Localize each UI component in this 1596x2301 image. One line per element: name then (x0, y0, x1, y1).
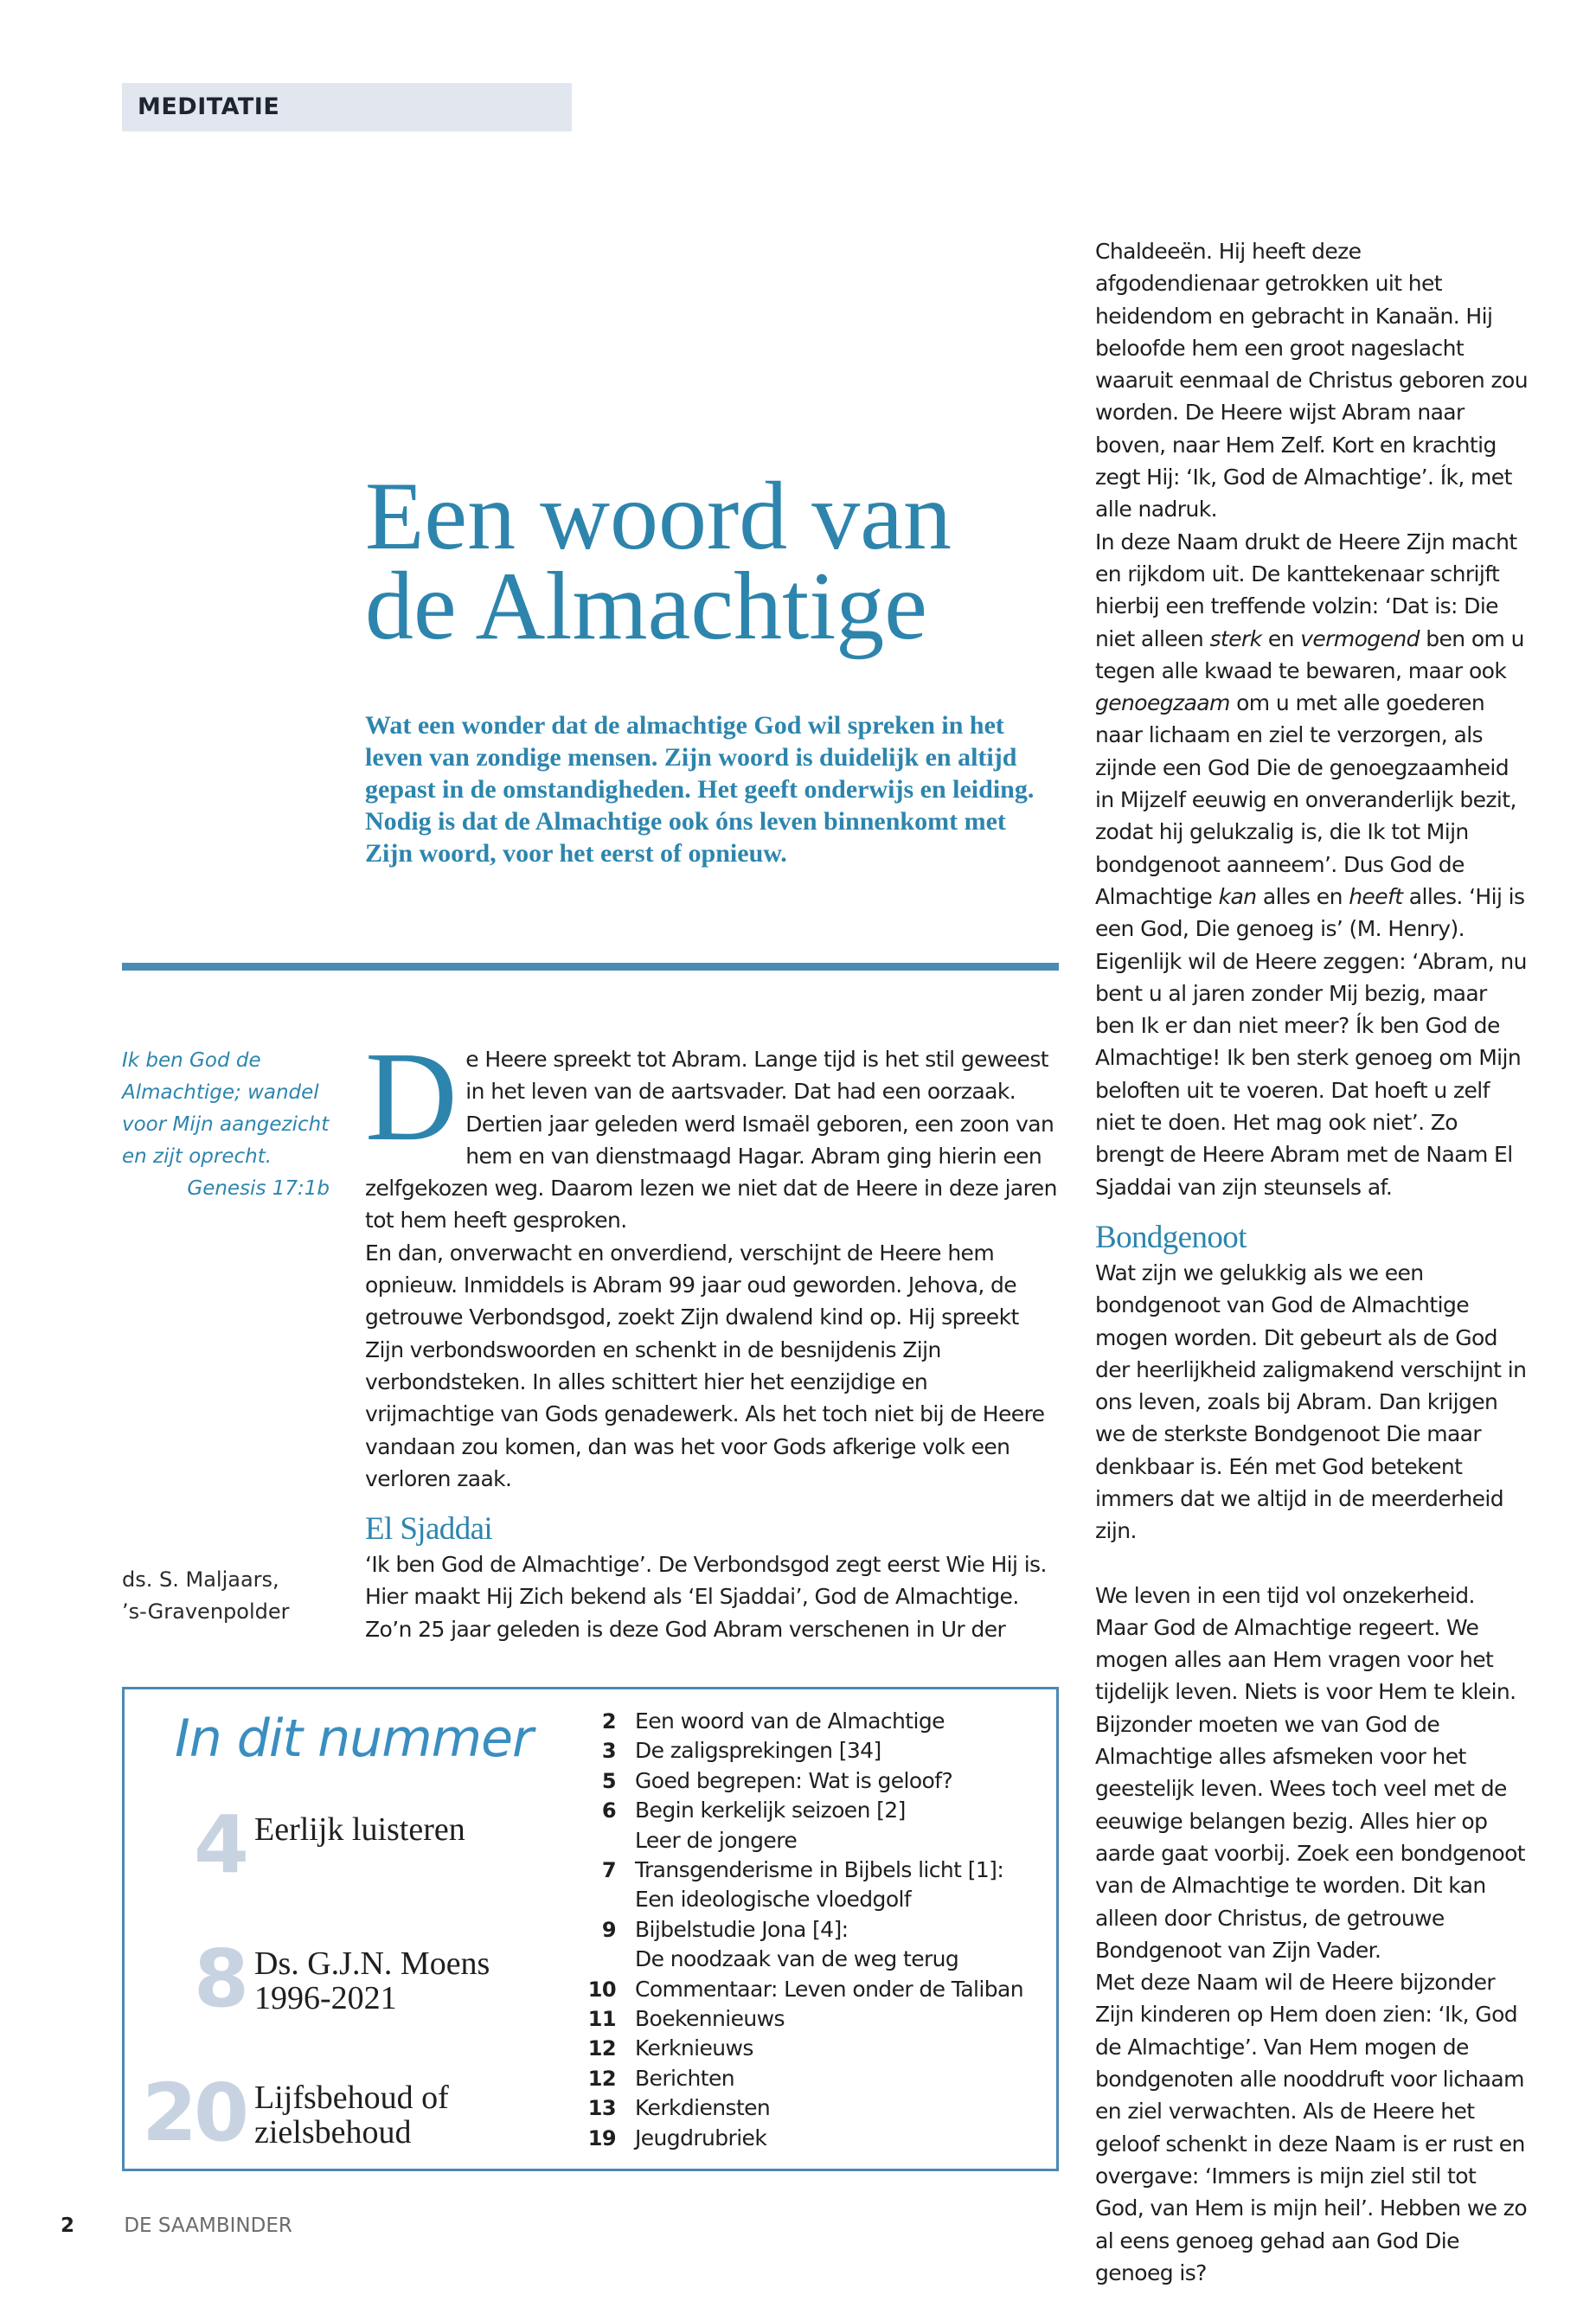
toc-page-number: 11 (587, 2007, 616, 2032)
paragraph: We leven in een tijd vol onzekerheid. Maar God de Almachtige regeert. We mogen alles aan Hem vragen voor het tijdelijk leven. Niets is voor Hem te klein. Bijzonder moeten we van God de Almachtige alles afsmeken voor het geestelijk leven. Wees toch veel met de eeuwige belangen bezig. Alles hier op aarde gaat voorbij. Zoek een bondgenoot van de Almachtige te worden. Dit kan alleen door Christus, de getrouwe Bondgenoot van Zijn Vader. (1095, 1582, 1525, 1963)
paragraph-text: e Heere spreekt tot Abram. Lange tijd is het stil geweest in het leven van de aartsvader. Dat had een oorzaak. Dertien jaar geleden werd Ismaël geboren, een zoon van hem en van dienstmaagd Hagar. Abram ging hierin een zelfgekozen weg. Daarom lezen we niet dat de Heere in deze jaren tot hem heeft gesproken. (365, 1047, 1057, 1234)
toc-title: De zaligsprekingen [34] (635, 1738, 881, 1764)
toc-item[interactable] (574, 2004, 1042, 2034)
toc-title: Jeugdrubriek (635, 2125, 767, 2150)
text-run: alles. ‘Hij is een God, Die genoeg is’ (M. Henry). (1095, 883, 1525, 942)
toc-title: Kerkdiensten (635, 2095, 771, 2121)
author-place: ’s-Gravenpolder (122, 1599, 290, 1624)
toc-item[interactable] (574, 1945, 1042, 1974)
toc-item[interactable] (574, 2124, 1042, 2153)
emphasis: heeft (1349, 883, 1403, 909)
toc-page-number: 19 (587, 2125, 616, 2150)
article-intro: Wat een wonder dat de almachtige God wil spreken in het leven van zondige mensen. Zijn woord is duidelijk en altijd gepast in de omstandigheden. Het geeft onderwijs en leiding. Nodig is dat de Almachtige ook óns leven binnenkomt met Zijn woord, voor het eerst of opnieuw. (365, 711, 1035, 868)
toc-title: Begin kerkelijk seizoen [2] (635, 1798, 906, 1823)
text-run: In deze Naam drukt de Heere Zijn macht en rijkdom uit. De kanttekenaar schrijft hierbij een treffende volzin: ‘Dat is: Die niet alleen (1095, 529, 1517, 651)
title-line-2: de Almachtige (365, 553, 928, 660)
toc-item[interactable] (574, 1766, 1042, 1796)
toc-title: Boekennieuws (635, 2006, 785, 2032)
toc-title: Kerknieuws (635, 2035, 753, 2061)
toc-title: Goed begrepen: Wat is geloof? (635, 1767, 953, 1793)
paragraph: Wat zijn we gelukkig als we een bondgenoot van God de Almachtige mogen worden. Dit gebeurt als de God der heerlijkheid zaligmakend verschijnt in ons leven, zoals bij Abram. Dan krijgen we de sterkste Bondgenoot Die maar denkbaar is. Eén met God betekent immers dat we altijd in de meerderheid zijn. (1095, 1259, 1527, 1544)
paragraph-spacer (1095, 1548, 1528, 1580)
featured-page-number: 20 (141, 2067, 246, 2159)
divider (122, 963, 1059, 971)
title-line-1: Een woord van (365, 463, 952, 570)
featured-title: Lijfsbehoud of zielsbehoud (254, 2080, 449, 2150)
article-title (365, 463, 1074, 660)
emphasis: vermogend (1300, 625, 1420, 651)
drop-cap: D (365, 1026, 458, 1168)
toc-title: Leer de jongere (635, 1827, 798, 1853)
toc-item[interactable] (574, 1796, 1042, 1825)
table-of-contents (122, 1687, 1059, 2171)
emphasis: genoegzaam (1095, 690, 1230, 716)
toc-heading: In dit nummer (175, 1708, 533, 1769)
text-run: om u met alle goederen naar lichaam en ziel te verzorgen, als zijnde een God Die de genoegzaamheid in Mijzelf eeuwig en onveranderlijk bezit, zodat hij gelukzalig is, die Ik tot Mijn bondgenoot aanneem’. Dus God de Almachtige (1095, 690, 1516, 909)
quote-reference: Genesis 17:1b (187, 1177, 330, 1200)
author-name: ds. S. Maljaars, (122, 1567, 279, 1592)
featured-item[interactable] (125, 2067, 609, 2165)
quote-text: Ik ben God de Almachtige; wandel voor Mijn aangezicht en zijt oprecht. (122, 1049, 330, 1168)
toc-title: Berichten (635, 2065, 734, 2091)
toc-page-number: 12 (587, 2066, 616, 2091)
text-run: alles en (1256, 883, 1349, 909)
text-run: ben om u tegen alle kwaad te bewaren, maar ook (1095, 625, 1524, 683)
article-column-middle (365, 1026, 1061, 1645)
toc-title: Een woord van de Almachtige (635, 1708, 945, 1734)
scripture-quote (122, 1045, 330, 1205)
page-footer (61, 2214, 292, 2237)
toc-item[interactable] (574, 1856, 1042, 1885)
article-column-right (1095, 235, 1528, 2289)
toc-page-number: 9 (601, 1917, 616, 1942)
emphasis: kan (1218, 883, 1257, 909)
text-run: en (1261, 625, 1301, 651)
toc-item[interactable] (574, 2034, 1042, 2063)
paragraph (365, 1026, 1061, 1237)
featured-item[interactable] (125, 1798, 609, 1897)
paragraph: Chaldeeën. Hij heeft deze afgodendienaar getrokken uit het heidendom en gebracht in Kanaän. Hij beloofde hem een groot nageslacht waaruit eenmaal de Christus geboren zou worden. De Heere wijst Abram naar boven, naar Hem Zelf. Kort en krachtig zegt Hij: ‘Ik, God de Almachtige’. Ík, met alle nadruk. (1095, 239, 1528, 522)
toc-title: Bijbelstudie Jona [4]: (635, 1916, 849, 1942)
toc-item[interactable] (574, 1915, 1042, 1945)
toc-title: Een ideologische vloedgolf (635, 1887, 912, 1913)
toc-item[interactable] (574, 2064, 1042, 2093)
paragraph: ‘Ik ben God de Almachtige’. De Verbondsgod zegt eerst Wie Hij is. Hier maakt Hij Zich bekend als ‘El Sjaddai’, God de Almachtige. Zo’n 25 jaar geleden is deze God Abram verschenen in Ur der (365, 1552, 1047, 1642)
toc-item[interactable] (574, 2093, 1042, 2123)
toc-page-number: 10 (587, 1977, 616, 2002)
featured-page-number: 8 (193, 1932, 246, 2025)
paragraph (1095, 526, 1528, 945)
toc-item[interactable] (574, 1707, 1042, 1736)
toc-list (574, 1707, 1042, 2153)
toc-page-number: 5 (601, 1768, 616, 1793)
footer-publication: DE SAAMBINDER (124, 2214, 292, 2237)
paragraph: Eigenlijk wil de Heere zeggen: ‘Abram, nu bent u al jaren zonder Mij bezig, maar ben Ik er dan niet meer? Ík ben God de Almachtige! Ik ben sterk genoeg om Mijn beloften uit te voeren. Dat hoeft u zelf niet te doen. Het mag ook niet’. Zo brengt de Heere Abram met de Naam El Sjaddai van zijn steunsels af. (1095, 948, 1527, 1200)
toc-title: Commentaar: Leven onder de Taliban (635, 1976, 1023, 2002)
toc-item[interactable] (574, 1885, 1042, 1914)
section-label: MEDITATIE (122, 83, 572, 131)
featured-item[interactable] (125, 1932, 609, 2031)
toc-page-number: 3 (601, 1739, 616, 1764)
author (122, 1564, 347, 1628)
subheading-el-sjaddai: El Sjaddai (365, 1511, 493, 1548)
toc-page-number: 2 (601, 1709, 616, 1734)
toc-page-number: 6 (601, 1798, 616, 1823)
toc-title: Transgenderisme in Bijbels licht [1]: (635, 1857, 1004, 1883)
featured-title: Ds. G.J.N. Moens 1996-2021 (254, 1945, 490, 2016)
toc-item[interactable] (574, 1975, 1042, 2004)
emphasis: sterk (1209, 625, 1262, 651)
paragraph: En dan, onverwacht en onverdiend, verschijnt de Heere hem opnieuw. Inmiddels is Abram 99 jaar oud geworden. Jehova, de getrouwe Verbondsgod, zoekt Zijn dwalend kind op. Hij spreekt Zijn verbondswoorden en schenkt in de besnijdenis Zijn verbondsteken. In alles schittert hier het eenzijdige en vrijmachtige van Gods genadewerk. Als het toch niet bij de Heere vandaan zou komen, dan was het voor Gods afkerige volk een verloren zaak. (365, 1240, 1045, 1491)
toc-item[interactable] (574, 1736, 1042, 1766)
toc-page-number: 7 (601, 1858, 616, 1883)
toc-item[interactable] (574, 1826, 1042, 1856)
featured-page-number: 4 (193, 1798, 246, 1891)
toc-page-number: 12 (587, 2036, 616, 2061)
featured-title: Eerlijk luisteren (254, 1811, 465, 1848)
toc-page-number: 13 (587, 2096, 616, 2121)
subheading-bondgenoot: Bondgenoot (1095, 1219, 1247, 1255)
footer-page-number: 2 (61, 2214, 75, 2237)
toc-title: De noodzaak van de weg terug (635, 1946, 959, 1972)
paragraph: Met deze Naam wil de Heere bijzonder Zijn kinderen op Hem doen zien: ‘Ik, God de Almachtige’. Van Hem mogen de bondgenoten alle nooddruft voor lichaam en ziel verwachten. Als de Heere het geloof schenkt in deze Naam is er rust en overgave: ‘Immers is mijn ziel stil tot God, van Hem is mijn heil’. Hebben we zo al eens genoeg gehad aan God Die genoeg is? (1095, 1970, 1528, 2285)
